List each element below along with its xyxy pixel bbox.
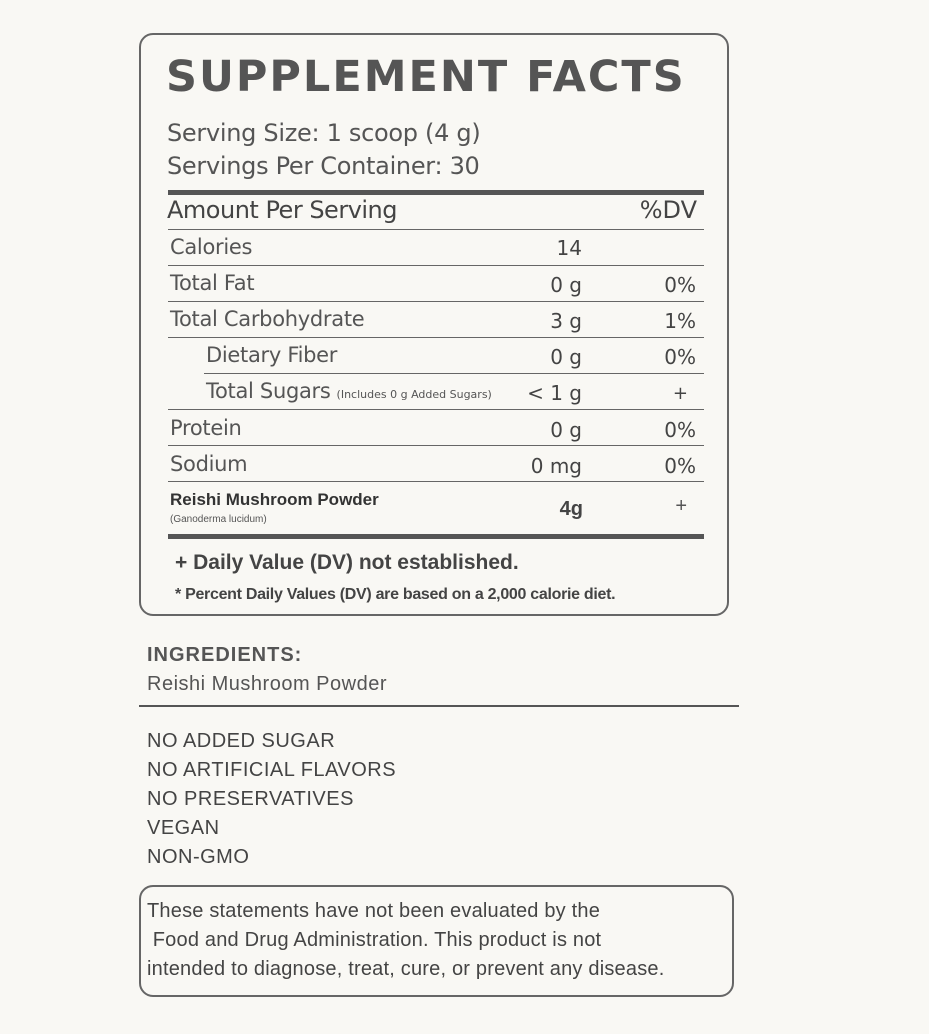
- nutrient-dv: 1%: [664, 309, 696, 333]
- thick-divider: [168, 190, 704, 195]
- nutrient-name-text: Total Sugars: [206, 379, 331, 403]
- reishi-dv: +: [675, 495, 687, 517]
- nutrient-row-total-fat: [168, 266, 704, 302]
- claim-item: NO ARTIFICIAL FLAVORS: [147, 759, 397, 781]
- row-divider: [168, 481, 704, 482]
- nutrient-amount: 0 g: [550, 418, 582, 442]
- nutrient-row-sodium: [168, 446, 704, 482]
- nutrient-row-total-carbohydrate: [168, 302, 704, 338]
- ingredients-divider: [139, 705, 739, 707]
- nutrient-row-protein: [168, 410, 704, 446]
- added-sugars-note: (Includes 0 g Added Sugars): [336, 388, 492, 401]
- nutrient-name: Total Fat: [170, 271, 255, 295]
- nutrient-name: Sodium: [170, 452, 248, 476]
- nutrient-amount: 14: [556, 236, 582, 260]
- nutrient-name: Calories: [170, 235, 253, 259]
- ingredients-heading: INGREDIENTS:: [147, 644, 303, 666]
- amount-per-serving-header: Amount Per Serving: [167, 196, 398, 224]
- dv-header: %DV: [639, 196, 697, 224]
- servings-per-container: Servings Per Container: 30: [167, 152, 480, 180]
- percent-dv-note: * Percent Daily Values (DV) are based on a 2,000 calorie diet.: [175, 586, 616, 603]
- nutrient-name: Protein: [170, 416, 242, 440]
- nutrient-name: Total Carbohydrate: [170, 307, 365, 331]
- nutrient-dv: 0%: [664, 454, 696, 478]
- reishi-amount: 4g: [559, 498, 583, 520]
- ingredients-text: Reishi Mushroom Powder: [147, 673, 387, 695]
- nutrient-dv: 0%: [664, 418, 696, 442]
- nutrient-dv: +: [672, 383, 688, 404]
- nutrient-amount: 0 g: [550, 345, 582, 369]
- claim-item: NON-GMO: [147, 846, 250, 868]
- claim-item: VEGAN: [147, 817, 220, 839]
- nutrient-amount: 3 g: [550, 309, 582, 333]
- nutrient-row-total-sugars: [168, 374, 704, 410]
- serving-size: Serving Size: 1 scoop (4 g): [167, 119, 481, 147]
- thick-divider-bottom: [168, 534, 704, 539]
- nutrient-dv: 0%: [664, 345, 696, 369]
- nutrient-name: Dietary Fiber: [206, 343, 338, 367]
- claim-item: NO ADDED SUGAR: [147, 730, 336, 752]
- fda-disclaimer: These statements have not been evaluated by the Food and Drug Administration. This product is not intended to diagnose, treat, cure, or prevent any disease.: [147, 900, 665, 980]
- panel-title: SUPPLEMENT FACTS: [166, 52, 686, 102]
- reishi-latin-name: (Ganoderma lucidum): [170, 514, 267, 525]
- nutrient-dv: 0%: [664, 273, 696, 297]
- nutrient-row-dietary-fiber: [168, 338, 704, 374]
- nutrient-row-calories: [168, 230, 704, 266]
- nutrient-amount: < 1 g: [527, 381, 582, 405]
- claims-list: [147, 727, 396, 872]
- dv-not-established-note: + Daily Value (DV) not established.: [175, 551, 519, 574]
- reishi-name: Reishi Mushroom Powder: [170, 490, 379, 509]
- nutrient-amount: 0 mg: [530, 454, 582, 478]
- claim-item: NO PRESERVATIVES: [147, 788, 354, 810]
- nutrient-name: [206, 379, 492, 403]
- nutrient-amount: 0 g: [550, 273, 582, 297]
